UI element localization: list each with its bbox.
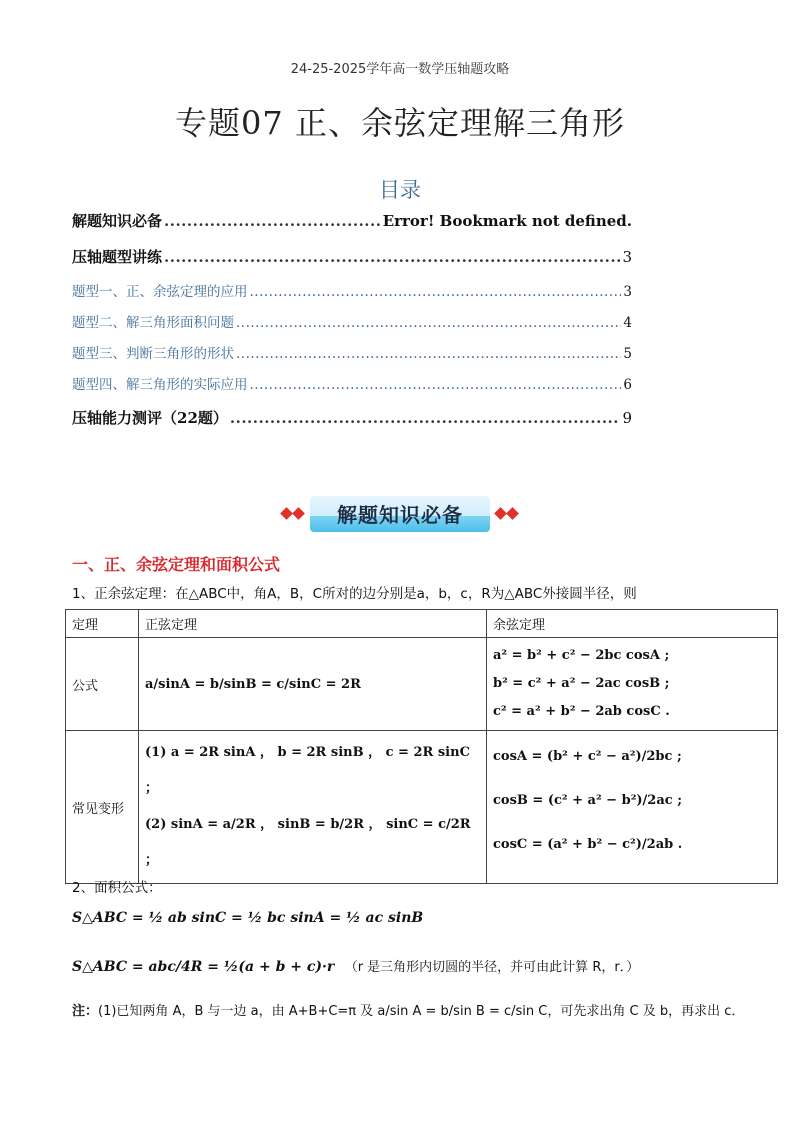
table-header-cosine: 余弦定理	[487, 610, 778, 638]
toc-item[interactable]	[72, 342, 632, 362]
cosine-law-variants	[487, 731, 778, 884]
toc-item-page: 9	[622, 409, 632, 427]
toc-item[interactable]	[72, 210, 632, 231]
toc-item-label: 压轴能力测评（22题）	[72, 409, 228, 427]
cosine-law-formulas	[487, 638, 778, 731]
toc-leader	[236, 315, 621, 331]
paragraph-area-formula: 2、面积公式：	[72, 880, 162, 896]
section-title: 一、正、余弦定理和面积公式	[72, 555, 281, 574]
area-formula-2: S△ABC = abc/4R = ½(a + b + c)·r	[72, 959, 335, 975]
area-formula-2-line	[72, 956, 639, 975]
toc-item[interactable]	[72, 246, 632, 267]
paragraph-law-of-sines-cosines: 1、正余弦定理：在△ABC中，角A，B，C所对的边分别是a，b，c，R为△ABC外接圆半径，则	[72, 586, 637, 602]
toc-item-label: 题型二、解三角形面积问题	[72, 315, 234, 331]
page-header: 24-25-2025学年高一数学压轴题攻略	[290, 62, 510, 77]
sine-law-formula: a/sinA = b/sinB = c/sinC = 2R	[139, 638, 487, 731]
formula-table	[65, 609, 778, 884]
toc-item-label: 题型一、正、余弦定理的应用	[72, 284, 248, 300]
toc-item[interactable]	[72, 280, 632, 300]
toc-item-page: 3	[623, 284, 632, 300]
toc-item-page: 3	[622, 248, 632, 266]
toc-item-label: 题型四、解三角形的实际应用	[72, 377, 248, 393]
toc-item[interactable]	[72, 311, 632, 331]
cosine-variant-b: cosB = (c² + a² − b²)/2ac ;	[493, 793, 682, 808]
note-prefix: 注：	[72, 1004, 99, 1019]
toc-leader	[236, 346, 621, 362]
toc-leader	[250, 377, 622, 393]
cosine-law-b: b² = c² + a² − 2ac cosB ;	[493, 676, 670, 691]
toc-leader	[230, 409, 621, 427]
toc-item[interactable]	[72, 407, 632, 428]
diamond-icon	[494, 507, 507, 520]
toc-item-label: 压轴题型讲练	[72, 248, 163, 266]
toc-item-page: 6	[623, 377, 632, 393]
cosine-law-c: c² = a² + b² − 2ab cosC .	[493, 704, 670, 719]
toc-heading: 目录	[379, 178, 421, 202]
toc-leader	[250, 284, 622, 300]
cosine-variant-a: cosA = (b² + c² − a²)/2bc ;	[493, 749, 682, 764]
cosine-variant-c: cosC = (a² + b² − c²)/2ab .	[493, 837, 683, 852]
section-banner	[280, 496, 520, 536]
banner-label: 解题知识必备	[337, 503, 463, 527]
row-label-variants: 常见变形	[66, 731, 139, 884]
toc-item-page: 4	[623, 315, 632, 331]
toc-item[interactable]	[72, 373, 632, 393]
note-text: (1)已知两角 A，B 与一边 a，由 A+B+C=π 及 a/sin A = b/sin B = c/sin C，可先求出角 C 及 b，再求出 c．	[98, 1004, 745, 1019]
area-formula-1: S△ABC = ½ ab sinC = ½ bc sinA = ½ ac sinB	[72, 910, 424, 926]
toc-item-label: 题型三、判断三角形的形状	[72, 346, 234, 362]
sine-law-variants	[139, 731, 487, 884]
toc-item-label: 解题知识必备	[72, 212, 163, 230]
toc-leader	[164, 212, 381, 230]
cosine-law-a: a² = b² + c² − 2bc cosA ;	[493, 648, 670, 663]
toc-item-page: Error! Bookmark not defined.	[382, 212, 632, 230]
table-header-sine: 正弦定理	[139, 610, 487, 638]
diamond-icon	[506, 507, 519, 520]
sine-variant-1: (1) a = 2R sinA ， b = 2R sinB ， c = 2R sinC ；	[145, 745, 470, 796]
toc-item-page: 5	[623, 346, 632, 362]
diamond-icon	[292, 507, 305, 520]
diamond-icon	[280, 507, 293, 520]
row-label-formula: 公式	[66, 638, 139, 731]
note	[72, 1000, 744, 1019]
sine-variant-2: (2) sinA = a/2R ， sinB = b/2R ， sinC = c/2R ；	[145, 817, 471, 868]
table-header-theorem: 定理	[66, 610, 139, 638]
page-title: 专题07 正、余弦定理解三角形	[175, 104, 625, 142]
toc-leader	[164, 248, 620, 266]
area-formula-2-note: （r 是三角形内切圆的半径，并可由此计算 R，r．）	[344, 960, 640, 975]
